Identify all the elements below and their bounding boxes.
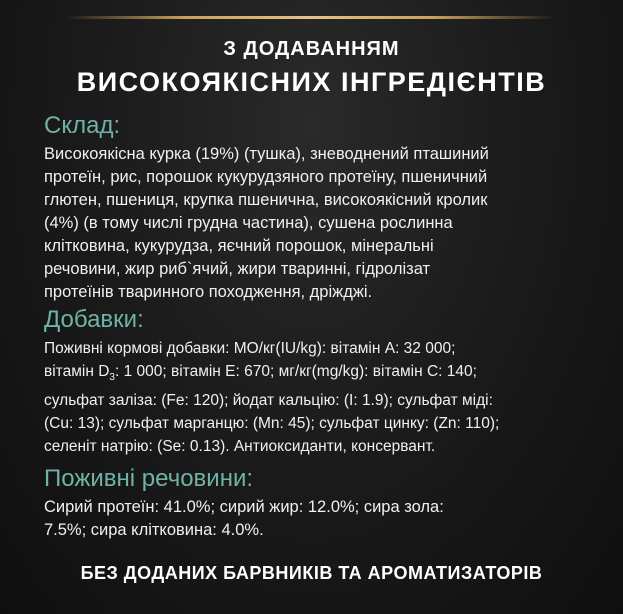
header-subtitle: З ДОДАВАННЯМ [223, 38, 400, 60]
gold-divider [64, 16, 556, 19]
additives-line: вітамін $D_3$: 1 000; вітамін Е: 670; мг/кг(mg/kg): вітамін С: 140; [44, 363, 477, 384]
composition-title: Склад: [44, 112, 121, 139]
composition-text [44, 143, 604, 304]
nutrients-line: 7.5%; сира клітковина: 4.0%. [44, 521, 264, 539]
additives-line: (Cu: 13); сульфат марганцю: (Mn: 45); сульфат цинку: (Zn: 110); [44, 415, 500, 433]
additives-text [44, 337, 604, 458]
composition-line: Високоякісна курка (19%) (тушка), зневоднений пташиний [44, 145, 489, 163]
subscript: 3 [109, 372, 115, 384]
composition-line: (4%) (в тому числі грудна частина), сушена рослинна [44, 214, 453, 232]
additives-title: Добавки: [44, 306, 144, 333]
header-title: ВИСОКОЯКІСНИХ ІНГРЕДІЄНТІВ [76, 67, 547, 97]
composition-line: клітковина, кукурудза, яєчний порошок, мінеральні [44, 237, 434, 255]
nutrients-section [44, 466, 604, 542]
nutrients-text [44, 496, 604, 542]
additives-line: Поживні кормові добавки: МО/кг(IU/kg): вітамін А: 32 000; [44, 340, 456, 357]
composition-line: протеїнів тваринного походження, дріжджі. [44, 283, 373, 301]
additives-line: селеніт натрію: (Se: 0.13). Антиоксиданти, консервант. [44, 438, 436, 456]
composition-line: протеїн, рис, порошок кукурудзяного протеїну, пшеничний [44, 168, 488, 186]
header [0, 38, 623, 98]
additives-section [44, 307, 604, 458]
additives-line: сульфат заліза: (Fe: 120); йодат кальцію: (I: 1.9); сульфат міді: [44, 392, 493, 410]
composition-section [44, 113, 604, 304]
nutrients-title: Поживні речовини: [44, 465, 254, 492]
composition-line: глютен, пшениця, крупка пшенична, високоякісний кролик [44, 191, 488, 209]
composition-line: речовини, жир риб`ячий, жири тваринні, гідролізат [44, 260, 431, 278]
footer-tagline: БЕЗ ДОДАНИХ БАРВНИКІВ ТА АРОМАТИЗАТОРІВ [80, 563, 543, 583]
nutrients-line: Сирий протеїн: 41.0%; сирий жир: 12.0%; сира зола: [44, 498, 444, 516]
